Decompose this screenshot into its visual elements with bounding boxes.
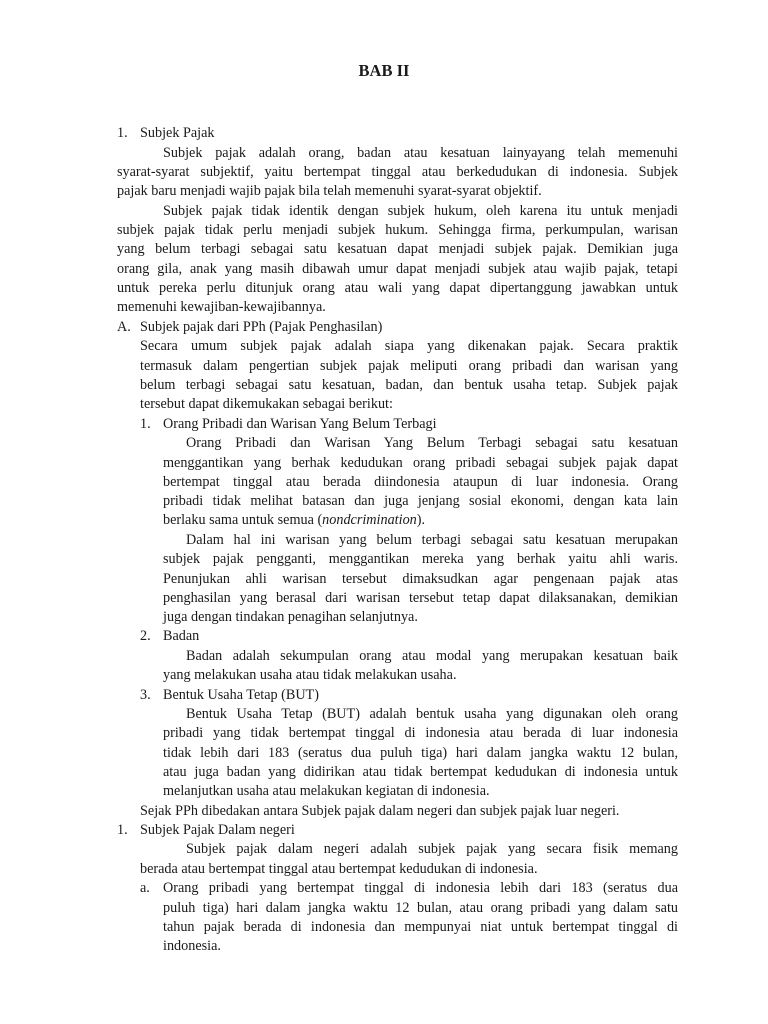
section-heading: Subjek pajak dari PPh (Pajak Penghasilan) bbox=[140, 319, 383, 335]
paragraph-line: yang melakukan usaha atau tidak melakukan usaha. bbox=[163, 667, 457, 683]
list-number: 3. bbox=[140, 687, 151, 703]
paragraph-line: Secara umum subjek pajak adalah siapa yang dikenakan pajak. Secara praktik bbox=[140, 338, 678, 354]
item-heading: Badan bbox=[163, 628, 200, 644]
paragraph-line bbox=[163, 511, 425, 530]
paragraph-line: Orang Pribadi dan Warisan Yang Belum Terbagi sebagai satu kesatuan bbox=[186, 435, 678, 451]
italic-term: nondcrimination bbox=[322, 512, 417, 528]
item-heading: Orang Pribadi dan Warisan Yang Belum Terbagi bbox=[163, 416, 437, 432]
list-number: 2. bbox=[140, 628, 151, 644]
paragraph-line: puluh tiga) hari dalam jangka waktu 12 bulan, atau orang pribadi yang dalam satu bbox=[163, 900, 678, 916]
paragraph-line: yang belum terbagi sebagai satu kesatuan dapat menjadi subjek pajak. Demikian juga bbox=[117, 241, 678, 257]
paragraph-line: pribadi yang tidak bertempat tinggal di indonesia atau berada di luar indonesia bbox=[163, 725, 678, 741]
paragraph-line: Bentuk Usaha Tetap (BUT) adalah bentuk usaha yang digunakan oleh orang bbox=[186, 706, 678, 722]
paragraph-line: Dalam hal ini warisan yang belum terbagi sebagai satu kesatuan merupakan bbox=[186, 532, 678, 548]
list-number: 1. bbox=[117, 125, 128, 141]
list-letter: a. bbox=[140, 880, 150, 896]
section-heading: Subjek Pajak Dalam negeri bbox=[140, 822, 295, 838]
item-heading: Bentuk Usaha Tetap (BUT) bbox=[163, 687, 319, 703]
paragraph-line: termasuk dalam pengertian subjek pajak meliputi orang pribadi dan warisan yang bbox=[140, 358, 678, 374]
text-segment: berlaku sama untuk semua ( bbox=[163, 512, 323, 528]
paragraph-line: syarat-syarat subjektif, yaitu bertempat tinggal atau berkedudukan di indonesia. Subjek bbox=[117, 164, 678, 180]
section-heading: Subjek Pajak bbox=[140, 125, 215, 141]
list-number: 1. bbox=[140, 416, 151, 432]
paragraph-line: atau juga badan yang didirikan atau tidak bertempat kedudukan di indonesia untuk bbox=[163, 764, 678, 780]
paragraph-line: pribadi tidak melihat batasan dan juga jenjang sosial ekonomi, dengan kata lain bbox=[163, 493, 678, 509]
paragraph-line: Subjek pajak adalah orang, badan atau kesatuan lainyayang telah memenuhi bbox=[163, 145, 678, 161]
paragraph-line: indonesia. bbox=[163, 938, 221, 954]
list-number: A. bbox=[117, 319, 131, 335]
paragraph-line: tahun pajak berada di indonesia dan mempunyai niat untuk bertempat tinggal di bbox=[163, 919, 678, 935]
paragraph-line: juga dengan tindakan penagihan selanjutnya. bbox=[163, 609, 418, 625]
paragraph-line: tersebut dapat dikemukakan sebagai berikut: bbox=[140, 396, 393, 412]
paragraph-line: menggantikan yang berhak kedudukan orang pribadi sebagai subjek pajak dapat bbox=[163, 455, 678, 471]
paragraph-line: Badan adalah sekumpulan orang atau modal yang merupakan kesatuan baik bbox=[186, 648, 678, 664]
paragraph-line: subjek pajak tidak perlu menjadi subjek hukum. Sehingga firma, perkumpulan, warisan bbox=[117, 222, 678, 238]
paragraph-line: Subjek pajak dalam negeri adalah subjek pajak yang secara fisik memang bbox=[186, 841, 678, 857]
paragraph-line: berada atau bertempat tinggal atau bertempat kedudukan di indonesia. bbox=[140, 861, 538, 877]
paragraph-line: belum terbagi sebagai satu kesatuan, badan, dan bentuk usaha tetap. Subjek pajak bbox=[140, 377, 678, 393]
paragraph-line: Orang pribadi yang bertempat tinggal di indonesia lebih dari 183 (seratus dua bbox=[163, 880, 678, 896]
paragraph-line: Subjek pajak tidak identik dengan subjek hukum, oleh karena itu untuk menjadi bbox=[163, 203, 678, 219]
paragraph-line: orang gila, anak yang masih dibawah umur dapat menjadi subjek atau wajib pajak, tetapi bbox=[117, 261, 678, 277]
paragraph-line: bertempat tinggal atau berada diindonesia ataupun di luar indonesia. Orang bbox=[163, 474, 678, 490]
paragraph-line: tidak lebih dari 183 (seratus dua puluh tiga) hari dalam jangka waktu 12 bulan, bbox=[163, 745, 678, 761]
paragraph-line: Penunjukan ahli warisan tersebut dimaksudkan agar pengenaan pajak atas bbox=[163, 571, 678, 587]
page-title: BAB II bbox=[358, 61, 410, 80]
paragraph-line: melanjutkan usaha atau melakukan kegiatan di indonesia. bbox=[163, 783, 490, 799]
paragraph-line: untuk pereka perlu ditunjuk orang atau wali yang dapat dipertanggung jawabkan untuk bbox=[117, 280, 678, 296]
paragraph-line: subjek pajak pengganti, menggantikan mereka yang berhak yaitu ahli waris. bbox=[163, 551, 678, 567]
paragraph-line: memenuhi kewajiban-kewajibannya. bbox=[117, 299, 326, 315]
paragraph-line: penghasilan yang berasal dari warisan tersebut tetap dapat dilaksanakan, demikian bbox=[163, 590, 678, 606]
paragraph-line: pajak baru menjadi wajib pajak bila telah memenuhi syarat-syarat objektif. bbox=[117, 183, 542, 199]
text-segment: ). bbox=[416, 512, 426, 528]
paragraph-line: Sejak PPh dibedakan antara Subjek pajak dalam negeri dan subjek pajak luar negeri. bbox=[140, 803, 620, 819]
list-number: 1. bbox=[117, 822, 128, 838]
